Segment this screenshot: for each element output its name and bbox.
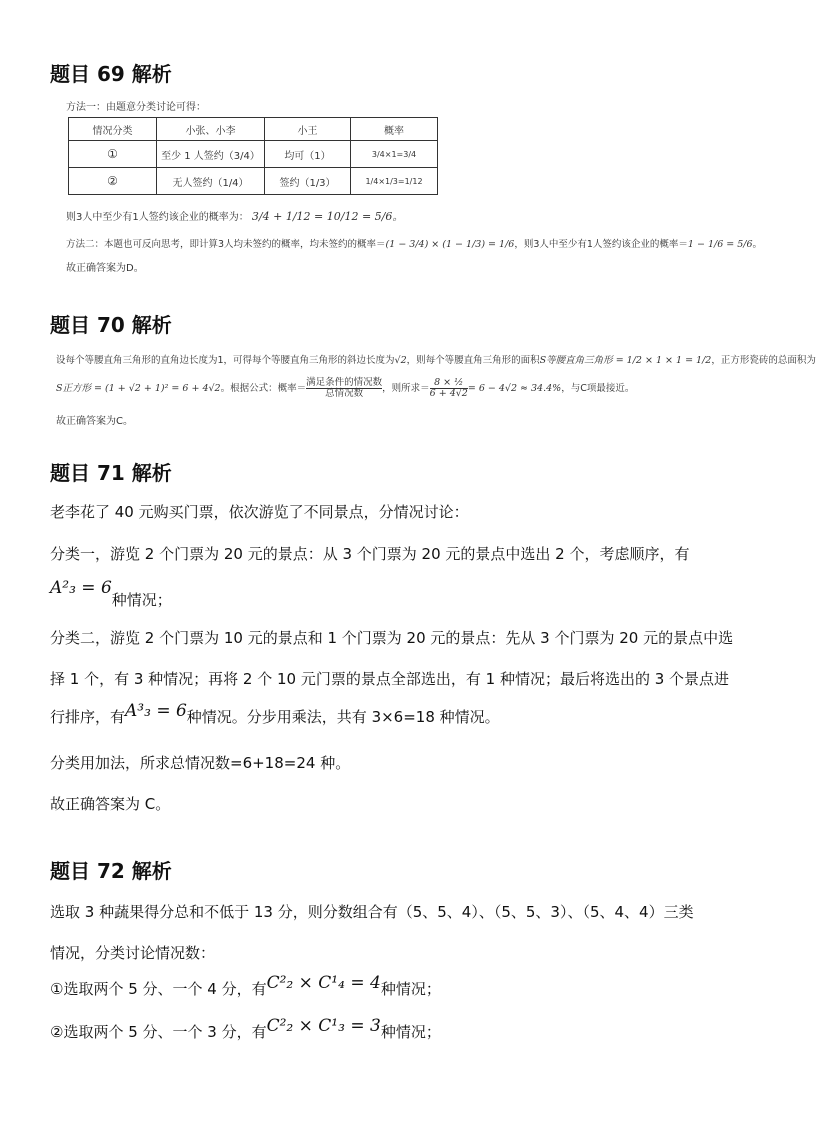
q70-line1 xyxy=(56,352,816,366)
table-cell: 均可（1） xyxy=(265,141,351,168)
q70-formula-numerator: 满足条件的情况数 xyxy=(306,377,383,388)
table-header-cell: 概率 xyxy=(351,118,438,141)
q70-line2-b: 。根据公式：概率＝ xyxy=(220,382,307,394)
q69-line1-prefix: 则3人中至少有1人签约该企业的概率为： xyxy=(66,212,249,223)
q71-paragraph-6 xyxy=(50,701,500,727)
q69-line1-expression: 3/4 + 1/12 = 10/12 = 5/6。 xyxy=(251,210,404,223)
table-row xyxy=(69,141,438,168)
q70-sqrt2: √2 xyxy=(394,355,407,366)
q72-paragraph-3 xyxy=(50,973,441,999)
q71-formula-a23: A²₃ = 6 xyxy=(50,578,112,598)
q69-title: 题目 69 解析 xyxy=(50,62,172,86)
q72-p4-b: 种情况； xyxy=(380,1023,441,1041)
q69-method1-intro: 方法一：由题意分类讨论可得： xyxy=(66,102,206,113)
q70-result-fraction xyxy=(430,378,468,399)
table-row xyxy=(69,168,438,195)
q71-paragraph-2: 分类一，游览 2 个门票为 20 元的景点：从 3 个门票为 20 元的景点中选出 2 个，考虑顺序，有 xyxy=(50,545,690,563)
q70-probability-formula xyxy=(306,378,382,399)
q71-paragraph-1: 老李花了 40 元购买门票，依次游览了不同景点，分情况讨论： xyxy=(50,503,469,521)
q72-paragraph-1: 选取 3 种蔬果得分总和不低于 13 分，则分数组合有（5、5、4）、（5、5、3）、（5、4、4）三类 xyxy=(50,903,694,921)
q70-title: 题目 70 解析 xyxy=(50,313,172,337)
q71-paragraph-5: 择 1 个，有 3 种情况；再将 2 个 10 元门票的景点全部选出，有 1 种情况；最后将选出的 3 个景点进 xyxy=(50,670,730,688)
q69-line2 xyxy=(66,236,762,250)
q70-line2-c: ，则所求＝ xyxy=(382,382,430,394)
q70-line1-e: ，正方形瓷砖的总面积为 xyxy=(711,355,816,366)
q71-paragraph-8: 故正确答案为 C。 xyxy=(50,795,171,813)
q69-line2-end: 。 xyxy=(752,239,763,250)
q71-p3-text: 种情况； xyxy=(111,591,172,609)
table-cell: 至少 1 人签约（3/4） xyxy=(157,141,265,168)
q69-line2-prefix: 方法二：本题也可反向思考，即计算3人均未签约的概率，均未签约的概率＝ xyxy=(66,239,386,250)
q72-formula-c22-c14: C²₂ × C¹₄ = 4 xyxy=(266,973,381,993)
q71-p6-b: 种情况。分步用乘法，共有 3×6=18 种情况。 xyxy=(186,708,500,726)
q69-line2-mid: ，则3人中至少有1人签约该企业的概率＝ xyxy=(514,239,688,250)
q70-formula-denominator: 总情况数 xyxy=(306,388,382,399)
q72-title: 题目 72 解析 xyxy=(50,859,172,883)
q70-result-numerator: 8 × ½ xyxy=(434,377,464,388)
table-cell: 1/4×1/3=1/12 xyxy=(351,168,438,195)
table-cell: 无人签约（1/4） xyxy=(157,168,265,195)
q72-paragraph-4 xyxy=(50,1016,441,1042)
table-cell: ① xyxy=(69,141,157,168)
q72-formula-c22-c13: C²₂ × C¹₃ = 3 xyxy=(266,1016,381,1036)
q70-line2-e: ，与C项最接近。 xyxy=(561,382,635,394)
q70-triangle-area: S等腰直角三角形 = 1/2 × 1 × 1 = 1/2 xyxy=(539,355,712,366)
q69-answer: 故正确答案为D。 xyxy=(66,263,144,274)
q70-result: = 6 − 4√2 ≈ 34.4% xyxy=(467,382,562,394)
q70-line1-a: 设每个等腰直角三角形的直角边长度为1，可得每个等腰直角三角形的斜边长度为 xyxy=(56,355,395,366)
q72-paragraph-2: 情况，分类讨论情况数： xyxy=(50,944,216,962)
q70-line1-c: ，则每个等腰直角三角形的面积 xyxy=(406,355,540,366)
table-header-cell: 小王 xyxy=(265,118,351,141)
q71-paragraph-4: 分类二，游览 2 个门票为 10 元的景点和 1 个门票为 20 元的景点：先从 3 个门票为 20 元的景点中选 xyxy=(50,629,734,647)
q71-title: 题目 71 解析 xyxy=(50,461,172,485)
q72-p4-a: ②选取两个 5 分、一个 3 分，有 xyxy=(50,1023,267,1041)
q71-paragraph-7: 分类用加法，所求总情况数=6+18=24 种。 xyxy=(50,754,351,772)
table-cell: 签约（1/3） xyxy=(265,168,351,195)
q70-line2 xyxy=(56,378,634,399)
q71-p6-a: 行排序，有 xyxy=(50,708,126,726)
q72-p3-b: 种情况； xyxy=(380,980,441,998)
q70-answer: 故正确答案为C。 xyxy=(56,416,133,427)
q69-line2-expression: (1 − 3/4) × (1 − 1/3) = 1/6 xyxy=(385,239,515,250)
q71-paragraph-3 xyxy=(50,577,172,609)
q72-p3-a: ①选取两个 5 分、一个 4 分，有 xyxy=(50,980,267,998)
table-header-cell: 小张、小李 xyxy=(157,118,265,141)
table-header-cell: 情况分类 xyxy=(69,118,157,141)
q69-probability-table xyxy=(68,117,438,195)
q69-line2-expression2: 1 − 1/6 = 5/6 xyxy=(687,239,753,250)
q69-line1 xyxy=(66,208,403,224)
table-cell: ② xyxy=(69,168,157,195)
q70-result-denominator: 6 + 4√2 xyxy=(429,387,468,399)
table-cell: 3/4×1=3/4 xyxy=(351,141,438,168)
q71-formula-a33: A³₃ = 6 xyxy=(125,701,187,721)
q70-square-area: S正方形 = (1 + √2 + 1)² = 6 + 4√2 xyxy=(56,382,221,394)
table-header-row xyxy=(69,118,438,141)
